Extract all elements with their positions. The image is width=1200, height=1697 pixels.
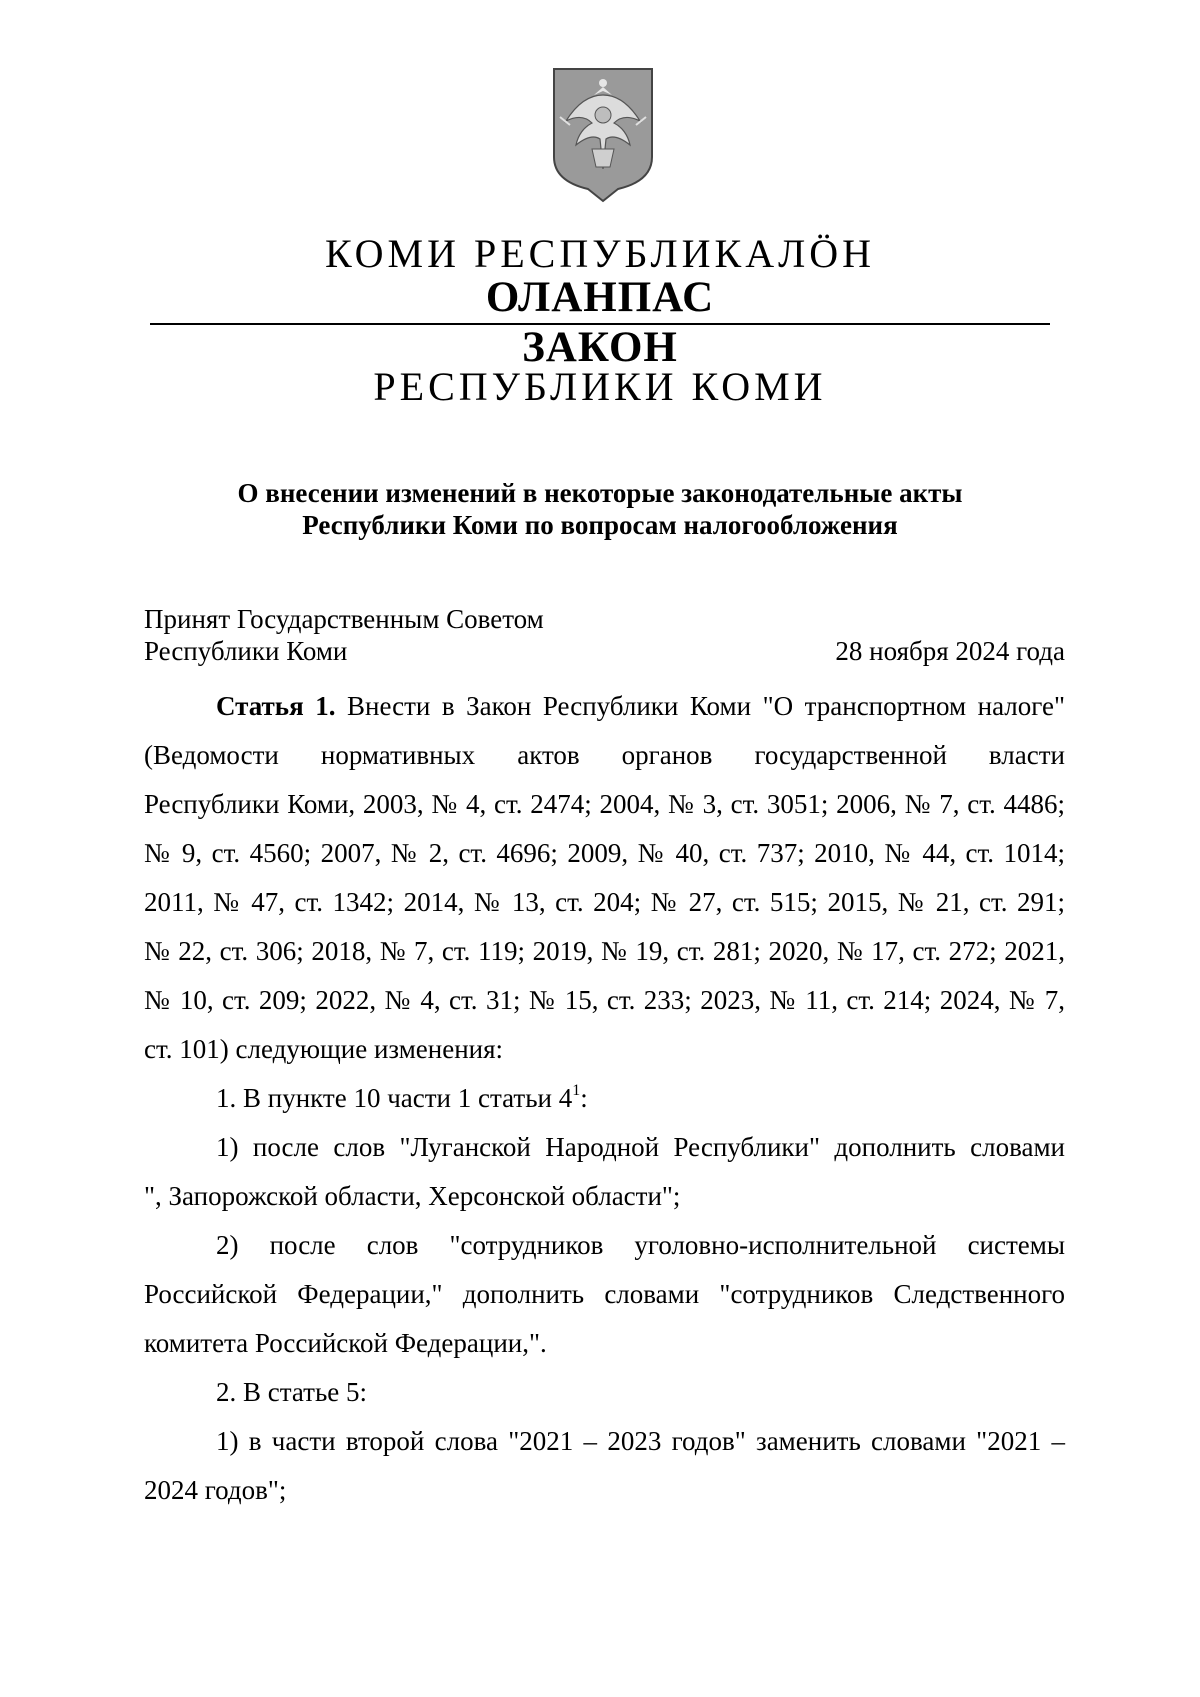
- article-heading: Статья 1.: [216, 691, 336, 721]
- item-1-1-line: 1) после слов "Луганской Народной Республики" дополнить словами: [216, 1132, 1065, 1162]
- header-oланпас: ОЛАНПАС: [485, 274, 715, 321]
- adoption-date: 28 ноября 2024 года: [835, 636, 1065, 666]
- article-text: Внести в Закон Республики Коми "О транспортном налоге": [347, 691, 1065, 721]
- adoption-body-line-1: Принят Государственным Советом: [144, 604, 544, 634]
- item-1-text: 1. В пункте 10 части 1 статьи 4: [216, 1083, 573, 1113]
- article-1-line: № 9, ст. 4560; 2007, № 2, ст. 4696; 2009, № 40, ст. 737; 2010, № 44, ст. 1014;: [144, 838, 1065, 868]
- article-1-line: Республики Коми, 2003, № 4, ст. 2474; 2004, № 3, ст. 3051; 2006, № 7, ст. 4486;: [144, 789, 1065, 819]
- item-1-2-line: комитета Российской Федерации,".: [144, 1328, 547, 1358]
- komi-coat-of-arms-icon: [548, 65, 658, 203]
- item-1: [144, 1080, 1065, 1116]
- article-1-line: 2011, № 47, ст. 1342; 2014, № 13, ст. 204; № 27, ст. 515; 2015, № 21, ст. 291;: [144, 887, 1065, 917]
- header-republic-komi: РЕСПУБЛИКИ КОМИ: [373, 364, 827, 409]
- item-1-1-line: ", Запорожской области, Херсонской области";: [144, 1181, 681, 1211]
- article-1-line: ст. 101) следующие изменения:: [144, 1034, 504, 1064]
- item-1-sup: 1: [572, 1082, 581, 1099]
- article-1-line: (Ведомости нормативных актов органов государственной власти: [144, 740, 1065, 770]
- article-1-line: [144, 688, 1065, 724]
- item-2-1-line: 2024 годов";: [144, 1475, 287, 1505]
- article-1-line: № 22, ст. 306; 2018, № 7, ст. 119; 2019, № 19, ст. 281; 2020, № 17, ст. 272; 2021,: [144, 936, 1065, 966]
- header-law: ЗАКОН: [522, 324, 678, 371]
- item-2: 2. В статье 5:: [216, 1377, 368, 1407]
- item-1-2-line: 2) после слов "сотрудников уголовно-исполнительной системы: [216, 1230, 1065, 1260]
- article-1-line: № 10, ст. 209; 2022, № 4, ст. 31; № 15, ст. 233; 2023, № 11, ст. 214; 2024, № 7,: [144, 985, 1065, 1015]
- law-title-line-1: О внесении изменений в некоторые законодательные акты: [237, 478, 963, 508]
- item-1-2-line: Российской Федерации," дополнить словами "сотрудников Следственного: [144, 1279, 1065, 1309]
- adoption-body-line-2: Республики Коми: [144, 636, 348, 666]
- header-republic-komi-lang: КОМИ РЕСПУБЛИКАЛÖН: [324, 231, 876, 276]
- law-title-line-2: Республики Коми по вопросам налогообложения: [302, 510, 898, 540]
- item-1-tail: :: [580, 1083, 588, 1113]
- item-2-1-line: 1) в части второй слова "2021 – 2023 годов" заменить словами "2021 –: [216, 1426, 1065, 1456]
